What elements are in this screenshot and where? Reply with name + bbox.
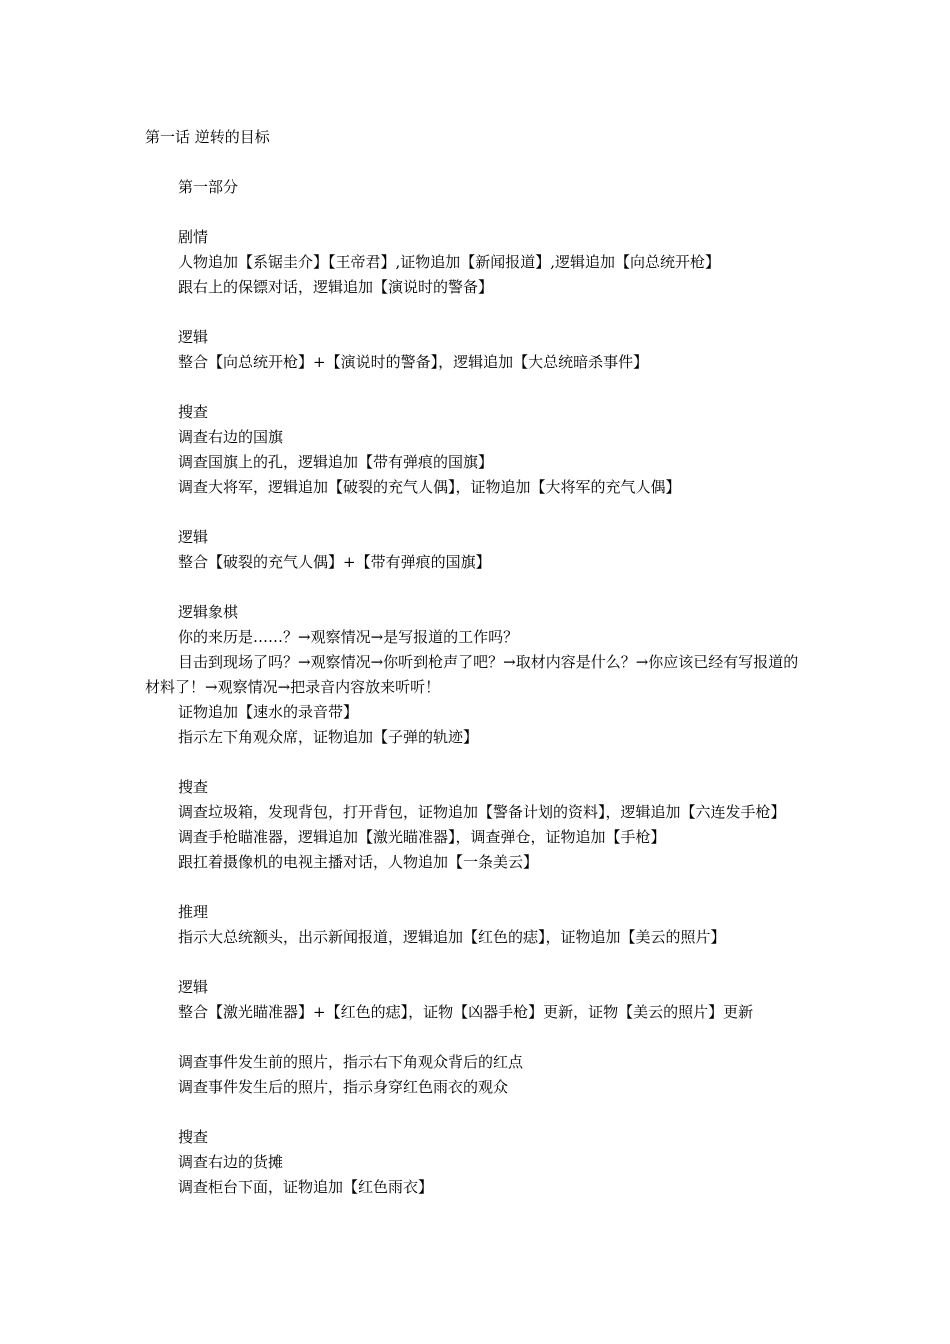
text-line: 指示大总统额头，出示新闻报道，逻辑追加【红色的痣】，证物追加【美云的照片】 (178, 928, 726, 946)
text-line: 整合【激光瞄准器】+【红色的痣】，证物【凶器手枪】更新，证物【美云的照片】更新 (178, 1003, 754, 1021)
text-line: 证物追加【速水的录音带】 (178, 703, 359, 721)
blank-line (145, 750, 810, 775)
blank-line (145, 950, 810, 975)
section-heading: 第一部分 (178, 178, 239, 196)
text-line: 目击到现场了吗？→观察情况→你听到枪声了吧？→取材内容是什么？→你应该已经有写报道的材料了！→观察情况→把录音内容放来听听！ (145, 653, 799, 696)
text-line: 指示左下角观众席，证物追加【子弹的轨迹】 (178, 728, 479, 746)
text-line: 你的来历是……？→观察情况→是写报道的工作吗？ (178, 628, 519, 646)
blank-line (145, 200, 810, 225)
text-line: 整合【破裂的充气人偶】+【带有弹痕的国旗】 (178, 553, 491, 571)
blank-line (145, 500, 810, 525)
text-line: 调查事件发生前的照片，指示右下角观众背后的红点 (178, 1053, 524, 1071)
text-line: 调查右边的货摊 (178, 1153, 284, 1171)
step-heading: 逻辑象棋 (178, 603, 239, 621)
text-line: 调查事件发生后的照片，指示身穿红色雨衣的观众 (178, 1078, 509, 1096)
blank-line (145, 875, 810, 900)
text-line: 调查柜台下面，证物追加【红色雨衣】 (178, 1178, 434, 1196)
step-heading: 逻辑 (178, 328, 209, 346)
text-line: 调查手枪瞄准器，逻辑追加【激光瞄准器】，调查弹仓，证物追加【手枪】 (178, 828, 666, 846)
blank-line (145, 375, 810, 400)
chapter-title: 第一话 逆转的目标 (145, 128, 270, 146)
text-line: 调查大将军，逻辑追加【破裂的充气人偶】，证物追加【大将军的充气人偶】 (178, 478, 681, 496)
text-line: 调查右边的国旗 (178, 428, 284, 446)
text-line: 跟右上的保镖对话，逻辑追加【演说时的警备】 (178, 278, 494, 296)
step-heading: 搜查 (178, 778, 209, 796)
step-heading: 逻辑 (178, 528, 209, 546)
blank-line (145, 1100, 810, 1125)
document-body (145, 125, 810, 1200)
step-heading: 搜查 (178, 403, 209, 421)
text-line: 整合【向总统开枪】+【演说时的警备】，逻辑追加【大总统暗杀事件】 (178, 353, 649, 371)
text-line: 调查垃圾箱，发现背包，打开背包，证物追加【警备计划的资料】，逻辑追加【六连发手枪】 (178, 803, 786, 821)
text-line: 人物追加【系锯圭介】【王帝君】,证物追加【新闻报道】,逻辑追加【向总统开枪】 (178, 253, 721, 271)
blank-line (145, 1025, 810, 1050)
blank-line (145, 575, 810, 600)
blank-line (145, 300, 810, 325)
text-line: 调查国旗上的孔，逻辑追加【带有弹痕的国旗】 (178, 453, 494, 471)
step-heading: 推理 (178, 903, 209, 921)
step-heading: 搜查 (178, 1128, 209, 1146)
text-line: 跟扛着摄像机的电视主播对话，人物追加【一条美云】 (178, 853, 539, 871)
step-heading: 逻辑 (178, 978, 209, 996)
step-heading: 剧情 (178, 228, 209, 246)
